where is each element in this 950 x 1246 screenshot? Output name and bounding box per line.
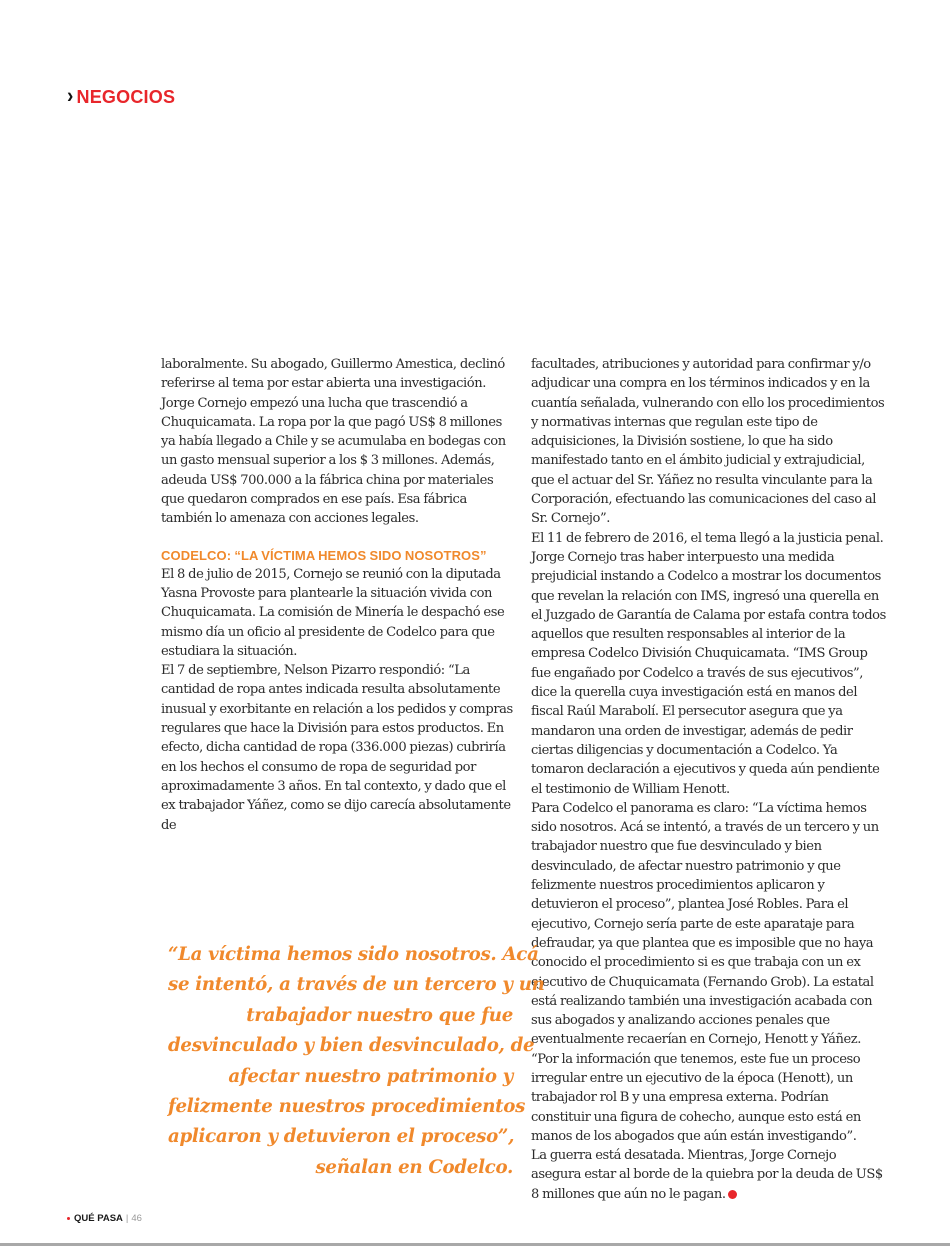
- pull-quote-line: trabajador nuestro que fue: [246, 1004, 513, 1026]
- publication-name: QUÉ PASA: [74, 1213, 123, 1224]
- pull-quote-line: aplicaron y detuvieron el proceso”,: [168, 1126, 515, 1148]
- body-paragraph: El 8 de julio de 2015, Cornejo se reunió con la diputada Yasna Provoste para plantearle la situación vivida con Chuquicamata. La comisión de Minería le despachó ese mismo día un oficio al presidente de Codelco para que estudiara la situación.: [161, 566, 505, 659]
- section-header: [67, 86, 175, 108]
- pull-quote: [168, 940, 545, 1183]
- pull-quote-line: afectar nuestro patrimonio y: [228, 1065, 513, 1087]
- page-footer: [67, 1213, 142, 1224]
- section-label: NEGOCIOS: [76, 86, 176, 107]
- body-paragraph: facultades, atribuciones y autoridad para confirmar y/o adjudicar una compra en los términos indicados y en la cuantía señalada, vulnerando con ello los procedimientos y normativas internas que regulan este tipo de adquisiciones, la División sostiene, lo que ha sido manifestado tanto en el ámbito judicial y extrajudicial, que el actuar del Sr. Yáñez no resulta vinculante para la Corporación, efectuando las comunicaciones del caso al Sr. Cornejo”.: [531, 357, 885, 527]
- body-paragraph: El 7 de septiembre, Nelson Pizarro respondió: “La cantidad de ropa antes indicada resulta absolutamente inusual y exorbitante en relación a los pedidos y compras regulares que hace la División para estos productos. En efecto, dicha cantidad de ropa (336.000 piezas) cubriría en los hechos el consumo de ropa de seguridad por aproximadamente 3 años. En tal contexto, y dado que el ex trabajador Yáñez, como se dijo carecía absolutamente de: [161, 663, 513, 833]
- body-paragraph: Para Codelco el panorama es claro: “La víctima hemos sido nosotros. Acá se intentó, a través de un tercero y un trabajador nuestro que fue desvinculado y bien desvinculado, de afectar nuestro patrimonio y que felizmente nuestros procedimientos aplicaron y detuvieron el proceso”, plantea José Robles. Para el ejecutivo, Cornejo sería parte de este aparataje para defraudar, ya que plantea que es imposible que no haya conocido el procedimiento si es que trabaja con un ex ejecutivo de Chuquicamata (Fernando Grob). La estatal está realizando también una investigación acabada con sus abogados y analizando acciones penales que eventualmente recaerían en Cornejo, Henott y Yáñez. “Por la información que tenemos, este fue un proceso irregular entre un ejecutivo de la época (Henott), un trabajador rol B y una empresa externa. Podrían constituir una figura de cohecho, aunque esto está en manos de los abogados que aún están investigando”.: [531, 800, 879, 1144]
- subheading: CODELCO: “LA VÍCTIMA HEMOS SIDO NOSOTROS”: [161, 547, 487, 563]
- page-number: 46: [131, 1213, 142, 1224]
- bullet-dot-icon: [67, 1217, 70, 1220]
- article-column-right: [531, 355, 887, 1204]
- pull-quote-line: felizmente nuestros procedimientos: [168, 1096, 526, 1118]
- footer-separator: |: [125, 1213, 129, 1224]
- pull-quote-line: señalan en Codelco.: [315, 1156, 513, 1178]
- pull-quote-line: se intentó, a través de un tercero y un: [168, 974, 545, 996]
- pull-quote-line: “La víctima hemos sido nosotros. Acá: [168, 944, 539, 965]
- article-column-left: [161, 355, 513, 835]
- body-paragraph: El 11 de febrero de 2016, el tema llegó a la justicia penal. Jorge Cornejo tras haber interpuesto una medida prejudicial instando a Codelco a mostrar los documentos que revelan la relación con IMS, ingresó una querella en el Juzgado de Garantía de Calama por estafa contra todos aquellos que resulten responsables al interior de la empresa Codelco División Chuquicamata. “IMS Group fue engañado por Codelco a través de sus ejecutivos”, dice la querella cuya investigación está en manos del fiscal Raúl Marabolí. El persecutor asegura que ya mandaron una orden de investigar, además de pedir ciertas diligencias y documentación a Codelco. Ya tomaron declaración a ejecutivos y queda aún pendiente el testimonio de William Henott.: [531, 530, 886, 797]
- body-paragraph: laboralmente. Su abogado, Guillermo Amestica, declinó referirse al tema por estar abierta una investigación. Jorge Cornejo empezó una lucha que trascendió a Chuquicamata. La ropa por la que pagó US$ 8 millones ya había llegado a Chile y se acumulaba en bodegas con un gasto mensual superior a los $ 3 millones. Además, adeuda US$ 700.000 a la fábrica china por materiales que quedaron comprados en ese país. Esa fábrica también lo amenaza con acciones legales.: [161, 357, 506, 527]
- chevron-right-icon: ›: [67, 84, 74, 108]
- pull-quote-line: desvinculado y bien desvinculado, de: [168, 1035, 535, 1057]
- final-text: La guerra está desatada. Mientras, Jorge Cornejo asegura estar al borde de la quiebra por la deuda de US$ 8 millones que aún no le pagan.: [531, 1148, 883, 1202]
- body-paragraph-final: [531, 1146, 887, 1204]
- end-mark-dot-icon: [728, 1190, 737, 1199]
